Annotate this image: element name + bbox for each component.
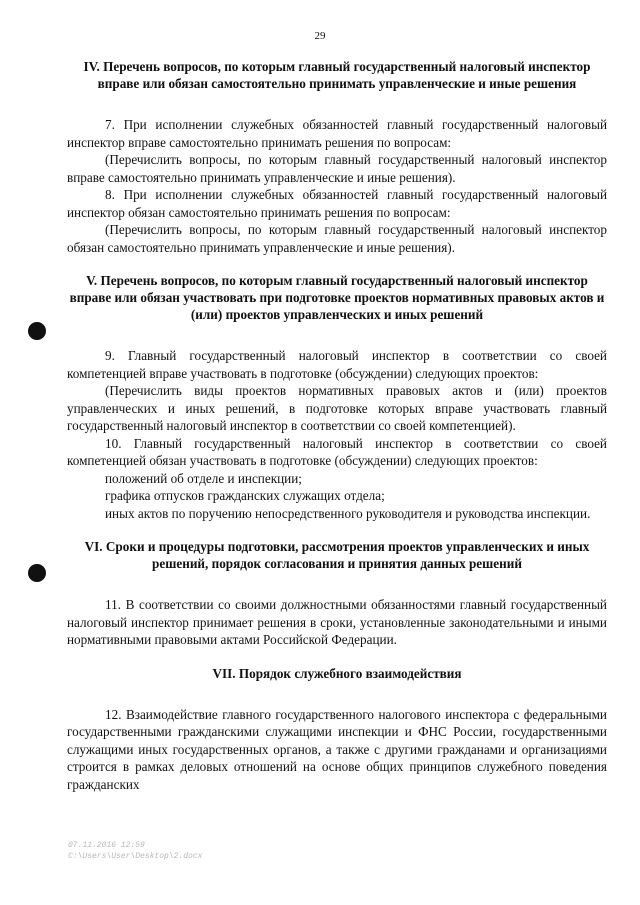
paragraph: графика отпусков гражданских служащих отдела;	[105, 488, 385, 503]
section-heading: VII. Порядок служебного взаимодействия	[212, 665, 462, 681]
paragraph: (Перечислить вопросы, по которым главный государственный налоговый инспектор вправе самостоятельно принимать управленческие и иные решения).	[67, 152, 607, 185]
document-body	[67, 58, 607, 793]
file-stamp	[68, 840, 202, 862]
paragraph: (Перечислить виды проектов нормативных правовых актов и (или) проектов управленческих и иных решений, в подготовке которых вправе участвовать главный государственный налоговый инспектор в соответствии со своей компетенцией).	[67, 383, 607, 433]
page-number: 29	[314, 30, 326, 42]
paragraph: 11. В соответствии со своими должностными обязанностями главный государственный налоговый инспектор принимает решения в сроки, установленные законодательными и иными нормативными правовыми актами Российской Федерации.	[67, 597, 607, 647]
paragraph: 10. Главный государственный налоговый инспектор в соответствии со своей компетенцией обязан участвовать в подготовке (обсуждении) следующих проектов:	[67, 435, 607, 468]
paragraph: 7. При исполнении служебных обязанностей главный государственный налоговый инспектор вправе самостоятельно принимать решения по вопросам:	[67, 117, 607, 150]
file-stamp-date: 07.11.2016 12:59	[68, 841, 145, 850]
section-vi	[67, 538, 607, 649]
punch-hole-top	[28, 322, 46, 340]
section-heading: IV. Перечень вопросов, по которым главный государственный налоговый инспектор вправе или обязан самостоятельно принимать управленческие и иные решения	[83, 59, 591, 91]
file-stamp-path: C:\Users\User\Desktop\2.docx	[68, 852, 203, 861]
punch-hole-bottom	[28, 564, 46, 582]
section-v	[67, 272, 607, 522]
paragraph: положений об отделе и инспекции;	[105, 470, 302, 486]
section-heading: VI. Сроки и процедуры подготовки, рассмотрения проектов управленческих и иных решений, порядок согласования и принятия данных решений	[84, 539, 590, 571]
paragraph: 8. При исполнении служебных обязанностей главный государственный налоговый инспектор обязан самостоятельно принимать решения по вопросам:	[67, 187, 607, 220]
section-heading: V. Перечень вопросов, по которым главный государственный налоговый инспектор вправе или обязан участвовать при подготовке проектов нормативных правовых актов и (или) проектов управленческих и иных решений	[69, 273, 605, 322]
paragraph: 12. Взаимодействие главного государственного налогового инспектора с федеральными государственными гражданскими служащими инспекции и ФНС России, государственными служащими иных государственных органов, а также с другими гражданами и организациями строится в рамках деловых отношений на основе общих принципов служебного поведения гражданских	[67, 706, 607, 792]
paragraph: 9. Главный государственный налоговый инспектор в соответствии со своей компетенцией вправе участвовать в подготовке (обсуждении) следующих проектов:	[67, 348, 607, 381]
paragraph: (Перечислить вопросы, по которым главный государственный налоговый инспектор обязан самостоятельно принимать управленческие и иные решения).	[67, 222, 607, 255]
section-vii	[67, 665, 607, 794]
paragraph: иных актов по поручению непосредственного руководителя и руководства инспекции.	[105, 505, 591, 521]
section-iv	[67, 58, 607, 256]
